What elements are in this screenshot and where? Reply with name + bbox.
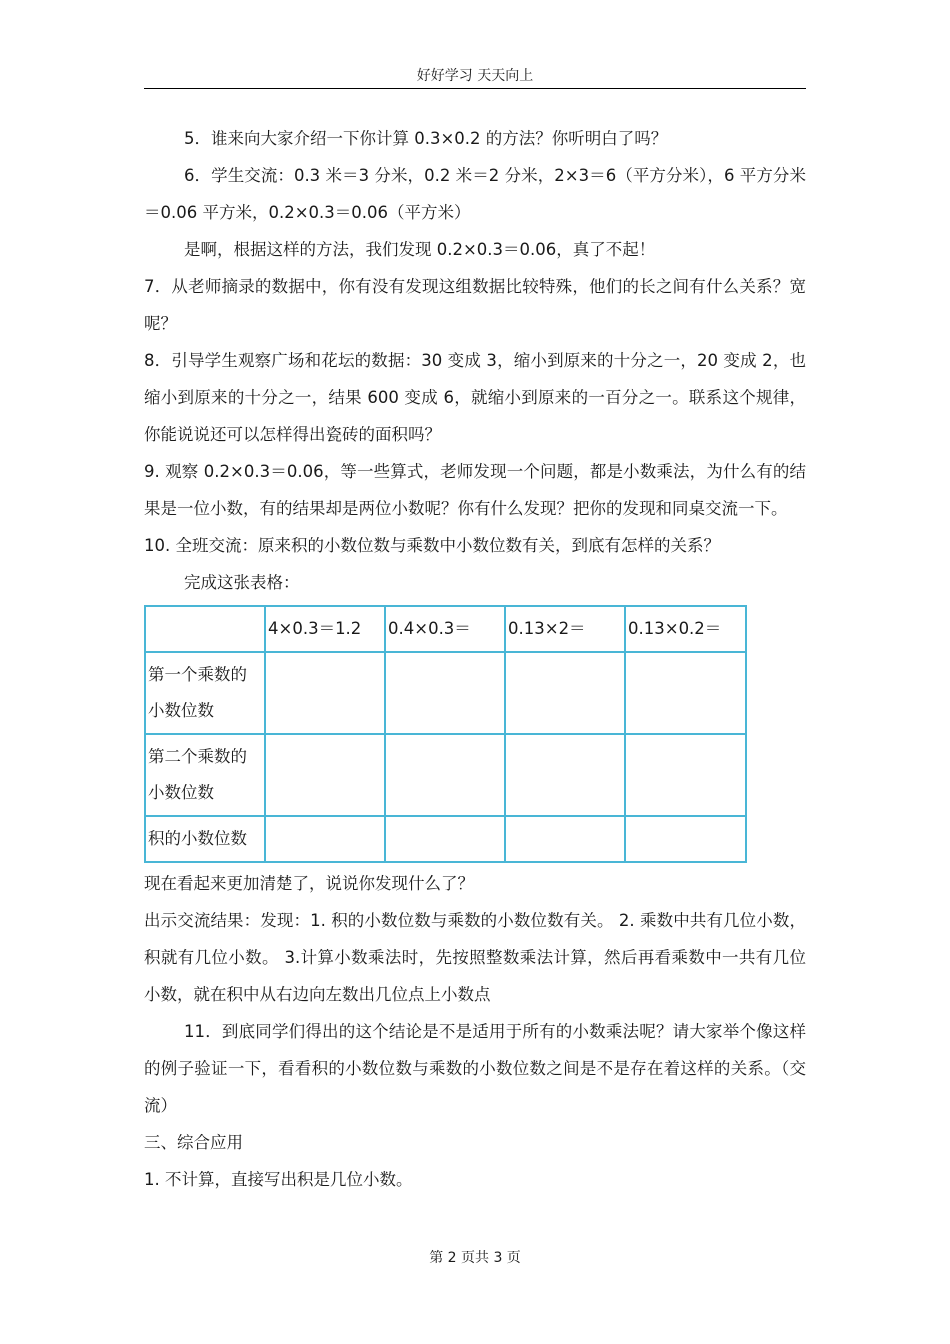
- paragraph: 8．引导学生观察广场和花坛的数据：30 变成 3，缩小到原来的十分之一，20 变成 2，也缩小到原来的十分之一，结果 600 变成 6，就缩小到原来的一百分之一。联系这个规律，你能说说还可以怎样得出瓷砖的面积吗？: [144, 351, 806, 444]
- answer-cell[interactable]: [625, 734, 746, 816]
- table-header-cell: 4×0.3＝1.2: [265, 606, 385, 652]
- answer-cell[interactable]: [385, 734, 505, 816]
- answer-cell[interactable]: [385, 652, 505, 734]
- table-header-cell: 0.4×0.3＝: [385, 606, 505, 652]
- page-number: 第 2 页共 3 页: [429, 1250, 521, 1266]
- paragraph: 11．到底同学们得出的这个结论是不是适用于所有的小数乘法呢？请大家举个像这样的例子验证一下，看看积的小数位数与乘数的小数位数之间是不是存在着这样的关系。（交流）: [144, 1022, 806, 1115]
- paragraph: 出示交流结果：发现：1. 积的小数位数与乘数的小数位数有关。 2. 乘数中共有几位小数，积就有几位小数。 3.计算小数乘法时，先按照整数乘法计算，然后再看乘数中一共有几位小数，就在积中从右边向左数出几位点上小数点: [144, 911, 806, 1004]
- table-corner-cell: [145, 606, 265, 652]
- paragraph-group-top: [144, 120, 806, 601]
- row-label-first-factor: 第一个乘数的小数位数: [145, 652, 265, 734]
- paragraph: 5．谁来向大家介绍一下你计算 0.3×0.2 的方法？你听明白了吗？: [184, 129, 668, 148]
- answer-cell[interactable]: [265, 652, 385, 734]
- table-row: [145, 816, 746, 862]
- table-row: [145, 734, 746, 816]
- table-header-row: [145, 606, 746, 652]
- paragraph: 三、综合应用: [144, 1133, 243, 1152]
- answer-cell[interactable]: [625, 816, 746, 862]
- paragraph-group-bottom: [144, 865, 806, 1198]
- decimal-places-table: [144, 605, 747, 863]
- answer-cell[interactable]: [625, 652, 746, 734]
- answer-cell[interactable]: [505, 652, 625, 734]
- answer-cell[interactable]: [265, 734, 385, 816]
- paragraph: 7．从老师摘录的数据中，你有没有发现这组数据比较特殊，他们的长之间有什么关系？宽呢？: [144, 277, 806, 333]
- row-label-product: 积的小数位数: [145, 816, 265, 862]
- paragraph: 是啊，根据这样的方法，我们发现 0.2×0.3＝0.06，真了不起！: [184, 240, 656, 259]
- paragraph: 完成这张表格：: [184, 573, 300, 592]
- paragraph: 10. 全班交流：原来积的小数位数与乘数中小数位数有关，到底有怎样的关系？: [144, 536, 720, 555]
- table-row: [145, 652, 746, 734]
- header-divider: [144, 88, 806, 89]
- row-label-second-factor: 第二个乘数的小数位数: [145, 734, 265, 816]
- answer-cell[interactable]: [385, 816, 505, 862]
- answer-cell[interactable]: [265, 816, 385, 862]
- document-body: [144, 120, 806, 1198]
- paragraph: 1. 不计算，直接写出积是几位小数。: [144, 1170, 413, 1189]
- answer-cell[interactable]: [505, 816, 625, 862]
- table-header-cell: 0.13×2＝: [505, 606, 625, 652]
- page-header: 好好学习 天天向上: [416, 68, 534, 84]
- paragraph: 6．学生交流：0.3 米＝3 分米，0.2 米＝2 分米，2×3＝6（平方分米），6 平方分米＝0.06 平方米，0.2×0.3＝0.06（平方米）: [144, 166, 806, 222]
- paragraph: 现在看起来更加清楚了，说说你发现什么了？: [144, 874, 474, 893]
- answer-cell[interactable]: [505, 734, 625, 816]
- paragraph: 9. 观察 0.2×0.3＝0.06，等一些算式，老师发现一个问题，都是小数乘法，为什么有的结果是一位小数，有的结果却是两位小数呢？你有什么发现？把你的发现和同桌交流一下。: [144, 462, 806, 518]
- table-header-cell: 0.13×0.2＝: [625, 606, 746, 652]
